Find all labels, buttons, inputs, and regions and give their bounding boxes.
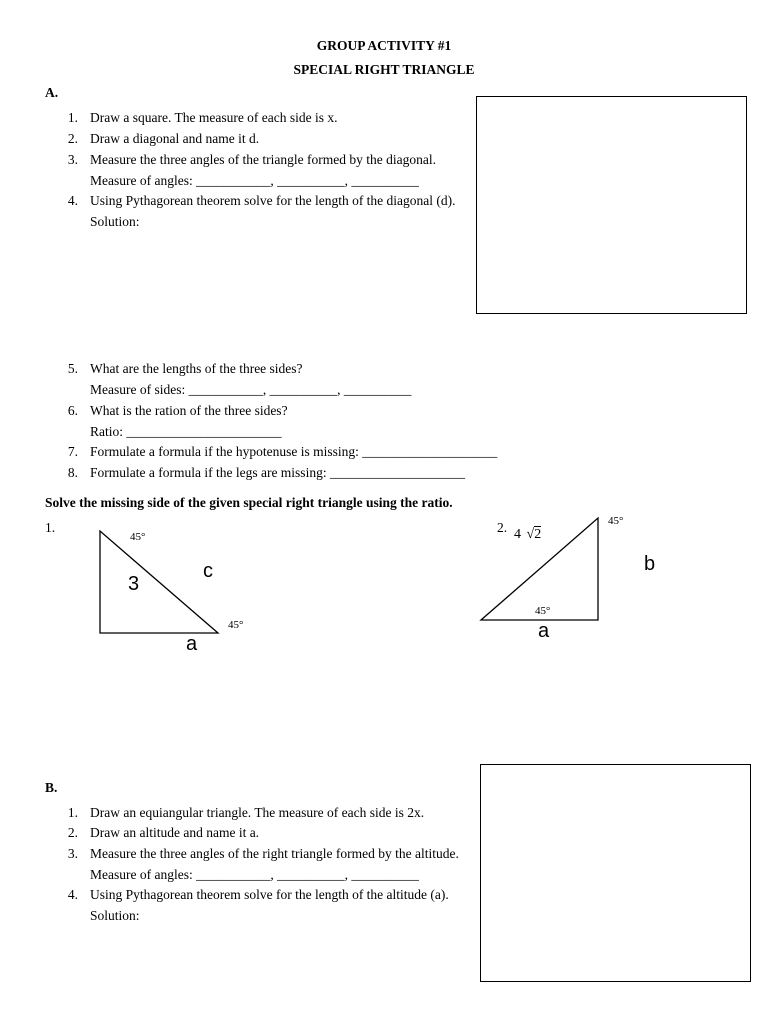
leg-label: b: [644, 553, 656, 575]
list-item-text: Draw an altitude and name it a.: [90, 825, 260, 840]
radical-sign: √: [526, 527, 535, 542]
page-subtitle: SPECIAL RIGHT TRIANGLE: [293, 62, 475, 77]
list-item-text: What is the ration of the three sides?: [90, 403, 288, 418]
page-title: GROUP ACTIVITY #1: [316, 38, 452, 53]
list-item-text: Draw a square. The measure of each side is x.: [90, 110, 338, 125]
ratio-answer-line: Ratio: _______________________: [90, 424, 282, 439]
list-item-number: 4.: [67, 887, 78, 902]
angle-label: 45°: [228, 619, 244, 631]
problem-1-number: 1.: [45, 520, 56, 535]
solve-heading: Solve the missing side of the given special right triangle using the ratio.: [45, 495, 453, 510]
list-item-number: 8.: [67, 465, 78, 480]
list-item-number: 4.: [67, 193, 78, 208]
base-label: a: [186, 633, 198, 655]
angles-answer-line: Measure of angles: ___________, __________, __________: [90, 867, 419, 882]
list-item-text: Using Pythagorean theorem solve for the length of the diagonal (d).: [90, 193, 456, 208]
base-label: a: [538, 620, 550, 642]
drawing-box-b: [480, 764, 751, 982]
list-item-number: 5.: [67, 361, 78, 376]
leg-label: 3: [128, 573, 140, 595]
sides-answer-line: Measure of sides: ___________, __________, __________: [90, 382, 412, 397]
list-item-text: Draw a diagonal and name it d.: [90, 131, 260, 146]
list-item-text: Formulate a formula if the hypotenuse is missing: ____________________: [90, 444, 498, 459]
hypotenuse-coefficient: 4: [514, 527, 521, 542]
list-item-text: Measure the three angles of the triangle formed by the diagonal.: [90, 152, 436, 167]
angle-label: 45°: [535, 605, 551, 617]
section-b-label: B.: [45, 780, 58, 795]
list-item-text: Measure the three angles of the right triangle formed by the altitude.: [90, 846, 459, 861]
list-item-number: 2.: [67, 825, 78, 840]
list-item-number: 7.: [67, 444, 78, 459]
list-item-text: Formulate a formula if the legs are missing: ____________________: [90, 465, 465, 480]
list-item-text: What are the lengths of the three sides?: [90, 361, 303, 376]
list-item-number: 1.: [67, 110, 78, 125]
hypotenuse-label: c: [203, 560, 213, 582]
hypotenuse-value: [514, 527, 541, 543]
problem-2-number: 2.: [497, 520, 508, 535]
radicand: 2: [534, 527, 542, 542]
list-item-text: Using Pythagorean theorem solve for the length of the altitude (a).: [90, 887, 449, 902]
solution-label: Solution:: [90, 214, 140, 229]
list-item-number: 3.: [67, 152, 78, 167]
list-item-text: Draw an equiangular triangle. The measure of each side is 2x.: [90, 805, 425, 820]
section-a-label: A.: [45, 85, 59, 100]
angle-label: 45°: [608, 515, 624, 527]
list-item-number: 1.: [67, 805, 78, 820]
list-item-number: 3.: [67, 846, 78, 861]
angles-answer-line: Measure of angles: ___________, __________, __________: [90, 173, 419, 188]
list-item-number: 2.: [67, 131, 78, 146]
angle-label: 45°: [130, 531, 146, 543]
solution-label: Solution:: [90, 908, 140, 923]
triangle-1-shape: [100, 531, 218, 633]
list-item-number: 6.: [67, 403, 78, 418]
